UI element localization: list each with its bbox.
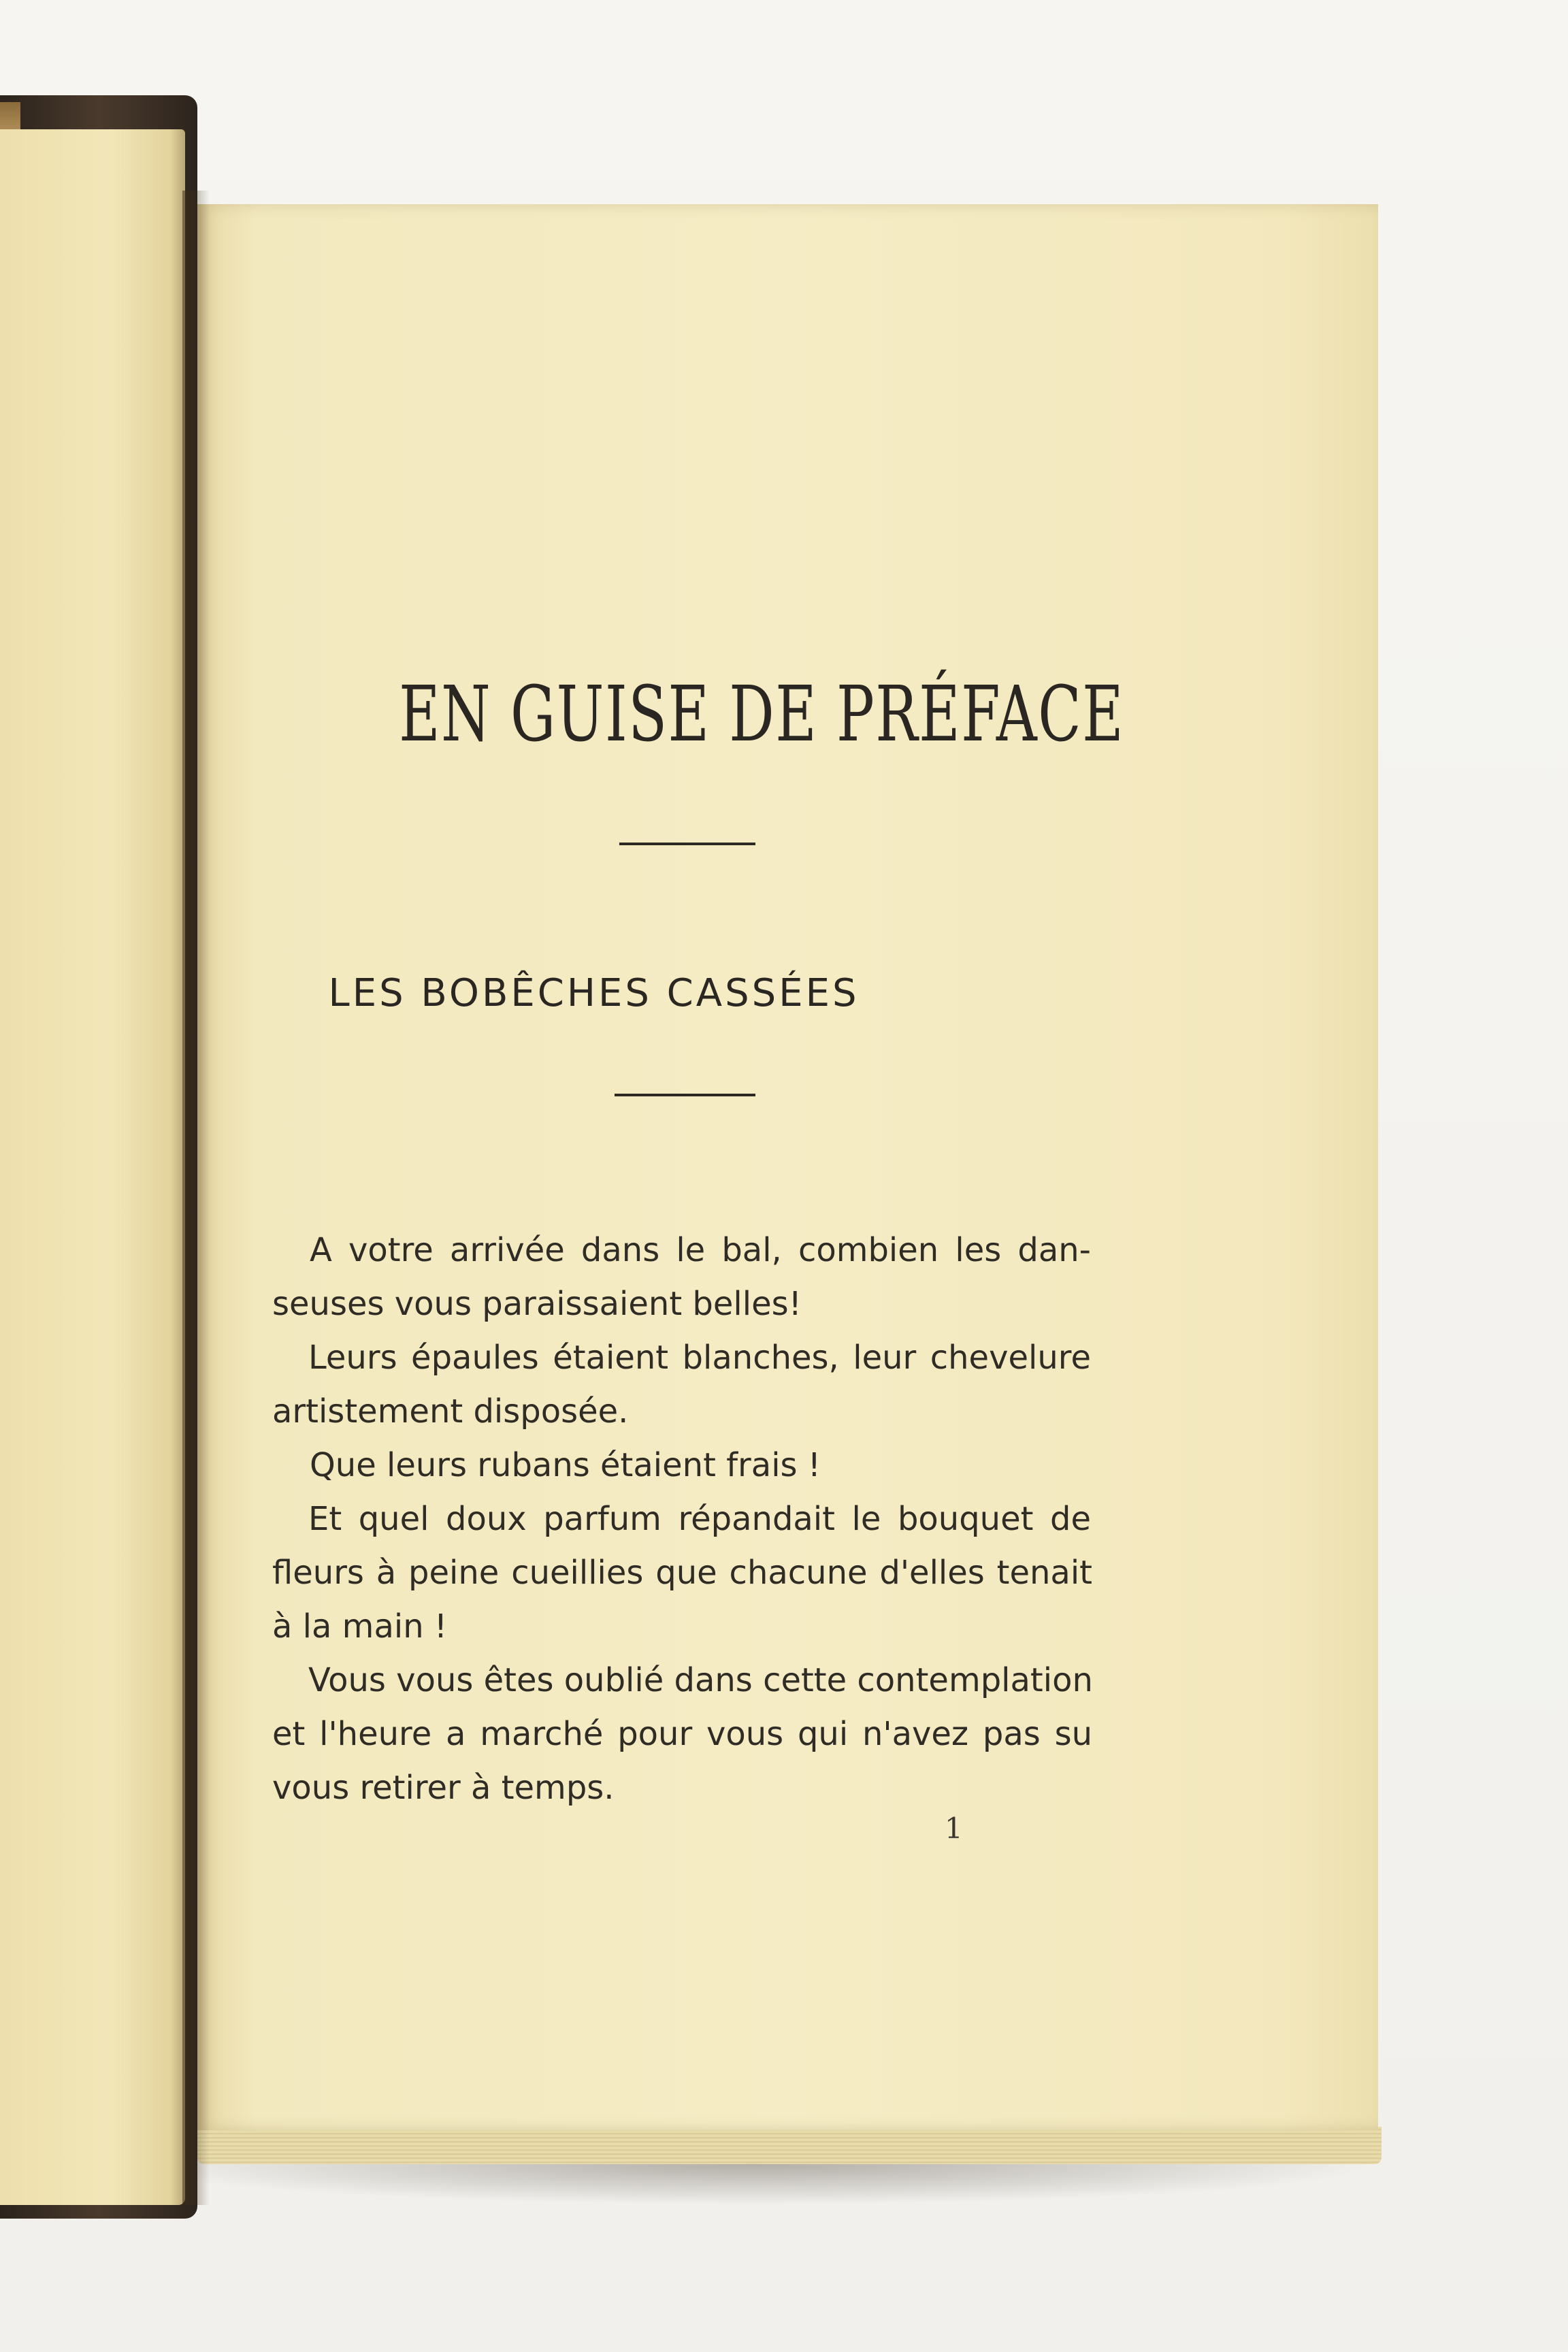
left-page-edge: [0, 129, 185, 2205]
body-line: et l'heure a marché pour vous qui n'avez pas su: [272, 1715, 1092, 1753]
subheading-rule: [615, 1094, 755, 1096]
page-stack-edge: [197, 2127, 1382, 2164]
right-page: [197, 204, 1378, 2130]
chapter-heading: EN GUISE DE PRÉFACE: [399, 670, 1125, 759]
body-line: à la main !: [272, 1607, 448, 1646]
body-line: artistement disposée.: [272, 1392, 629, 1431]
heading-rule: [619, 843, 755, 845]
body-line: seuses vous paraissaient belles!: [272, 1285, 802, 1323]
body-line: vous retirer à temps.: [272, 1769, 615, 1807]
page-signature: 1: [945, 1812, 963, 1845]
body-line: Leurs épaules étaient blanches, leur chevelure: [308, 1339, 1091, 1377]
chapter-subheading: LES BOBÊCHES CASSÉES: [328, 971, 860, 1015]
book-gutter: [182, 191, 210, 2205]
body-line: fleurs à peine cueillies que chacune d'elles tenait: [272, 1554, 1092, 1592]
body-line: A votre arrivée dans le bal, combien les dan-: [310, 1231, 1091, 1269]
body-line: Et quel doux parfum répandait le bouquet de: [308, 1500, 1091, 1538]
body-line: Vous vous êtes oublié dans cette contemplation: [308, 1661, 1093, 1699]
body-line: Que leurs rubans étaient frais !: [310, 1446, 821, 1484]
